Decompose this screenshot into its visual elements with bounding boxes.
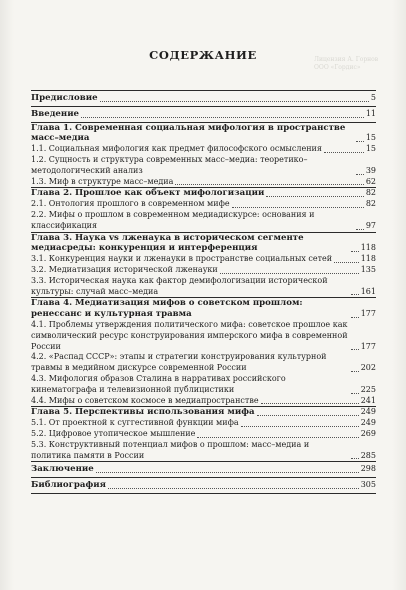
leader-dots [351, 294, 359, 295]
toc-page-number: 82 [365, 188, 376, 198]
leader-dots [175, 184, 363, 185]
leader-dots [351, 371, 359, 372]
toc-page-number: 249 [360, 407, 376, 417]
leader-dots [241, 426, 359, 427]
toc-entry-title: Глава 3. Наука vs лженаука в историческом сегменте медиасреды: конкуренция и интерференция [31, 232, 304, 254]
toc-entry-title: 5.1. От проектной к суггестивной функции мифа [31, 418, 239, 428]
toc-page-number: 62 [365, 176, 376, 186]
toc-page-number: 161 [360, 286, 376, 296]
toc-entry-title: 4.3. Мифология образов Сталина в нарративах российского кинематографа и телевизионной публицистики [31, 373, 286, 394]
toc-entry-title: Предисловие [31, 93, 98, 103]
toc-page-number: 285 [360, 450, 376, 460]
toc-page-number: 305 [360, 480, 376, 490]
toc-chapter[interactable] [31, 233, 376, 255]
toc-entry-title: 4.4. Мифы о советском космосе в медиапространстве [31, 395, 259, 405]
section-rule [31, 493, 376, 494]
leader-dots [108, 488, 359, 489]
toc-page-number: 11 [365, 108, 376, 118]
toc-page-number: 15 [365, 133, 376, 143]
toc-subsection[interactable] [31, 440, 376, 462]
leader-dots [324, 152, 364, 153]
leader-dots [351, 458, 359, 459]
toc-page-number: 241 [360, 395, 376, 405]
toc-entry-title: 4.1. Проблемы утверждения политического мифа: советское прошлое как символический ресурс конструирования имперского мифа в современной России [31, 319, 348, 351]
toc-entry-title: Библиография [31, 480, 106, 491]
toc-page-number: 177 [360, 341, 376, 351]
toc-page-number: 202 [360, 363, 376, 373]
toc-entry-title: Глава 2. Прошлое как объект мифологизации [31, 188, 265, 199]
toc-entry-title: 3.1. Конкуренция науки и лженауки в пространстве социальных сетей [31, 254, 333, 264]
toc-subsection[interactable] [31, 374, 376, 396]
toc-subsection[interactable] [31, 199, 376, 210]
toc-section[interactable] [31, 462, 376, 477]
toc-section[interactable] [31, 91, 376, 106]
toc-entry-title: 1.2. Сущность и структура современных масс–медиа: теоретико–методологический анализ [31, 154, 308, 175]
toc-page-number: 249 [360, 418, 376, 428]
leader-dots [81, 117, 364, 118]
toc-entry-title: Заключение [31, 464, 94, 475]
leader-dots [334, 262, 359, 263]
toc-entry-title: 2.2. Мифы о прошлом в современном медиадискурсе: основания и классификация [31, 209, 315, 230]
toc-subsection[interactable] [31, 210, 376, 232]
toc-subsection[interactable] [31, 276, 376, 298]
toc-page-number: 5 [370, 93, 376, 102]
toc-subsection[interactable] [31, 177, 376, 188]
leader-dots [351, 349, 359, 350]
toc-entry-title: Глава 1. Современная социальная мифология в пространстве масс–медиа [31, 122, 346, 144]
leader-dots [96, 472, 359, 473]
leader-dots [356, 229, 364, 230]
leader-dots [356, 141, 364, 142]
toc-subsection[interactable] [31, 265, 376, 276]
toc-subsection[interactable] [31, 396, 376, 407]
toc-entry-title: Глава 4. Медиатизация мифов о советском прошлом: ренессанс и культурная травма [31, 298, 303, 320]
toc-subsection[interactable] [31, 418, 376, 429]
toc-page-number: 118 [360, 254, 376, 264]
toc-chapter[interactable] [31, 188, 376, 199]
toc-page-number: 15 [365, 144, 376, 154]
toc-page-number: 269 [360, 428, 376, 438]
toc-chapter[interactable] [31, 123, 376, 145]
toc-subsection[interactable] [31, 155, 376, 177]
toc-entry-title: Введение [31, 108, 80, 119]
toc-entry-title: 4.2. «Распад СССР»: этапы и стратегии конструирования культурной травмы в медийном дискурсе современной России [31, 352, 327, 373]
leader-dots [197, 437, 358, 438]
leader-dots [351, 393, 359, 394]
leader-dots [266, 196, 363, 197]
leader-dots [257, 415, 359, 416]
toc-subsection[interactable] [31, 429, 376, 440]
toc-page-number: 177 [360, 309, 376, 319]
toc-section[interactable] [31, 478, 376, 493]
toc-page-number: 225 [360, 384, 376, 394]
toc-page-number: 39 [365, 165, 376, 175]
toc-subsection[interactable] [31, 320, 376, 352]
page-title: СОДЕРЖАНИЕ [149, 48, 257, 62]
table-of-contents [31, 90, 376, 494]
toc-page-number: 135 [360, 264, 376, 274]
toc-entry-title: 1.3. Миф в структуре масс–медиа [31, 176, 174, 186]
toc-subsection[interactable] [31, 144, 376, 155]
toc-page-number: 97 [365, 220, 376, 230]
toc-subsection[interactable] [31, 254, 376, 265]
toc-chapter[interactable] [31, 298, 376, 320]
toc-subsection[interactable] [31, 352, 376, 374]
toc-entry-title: 2.1. Онтология прошлого в современном мифе [31, 199, 230, 209]
leader-dots [351, 317, 359, 318]
toc-entry-title: 3.3. Историческая наука как фактор демифологизации исторической культуры: случай масс–медиа [31, 275, 328, 296]
leader-dots [351, 251, 359, 252]
toc-page-number: 298 [360, 464, 376, 474]
toc-page-number: 118 [360, 243, 376, 253]
leader-dots [220, 273, 359, 274]
leader-dots [356, 174, 364, 175]
leader-dots [232, 207, 364, 208]
leader-dots [261, 403, 359, 404]
toc-entry-title: 5.3. Конструктивный потенциал мифов о прошлом: масс–медиа и политика памяти в России [31, 439, 310, 460]
toc-entry-title: 3.2. Медиатизация исторической лженауки [31, 264, 218, 274]
toc-page-number: 82 [365, 199, 376, 209]
bleed-through-text: Лицензия А. Горнов ООО «Гордис» [314, 56, 379, 71]
toc-entry-title: 5.2. Цифровое утопическое мышление [31, 428, 196, 438]
leader-dots [100, 101, 369, 102]
toc-entry-title: Глава 5. Перспективы использования мифа [31, 407, 255, 418]
toc-chapter[interactable] [31, 407, 376, 418]
toc-entry-title: 1.1. Социальная мифология как предмет философского осмысления [31, 144, 322, 154]
toc-section[interactable] [31, 107, 376, 122]
